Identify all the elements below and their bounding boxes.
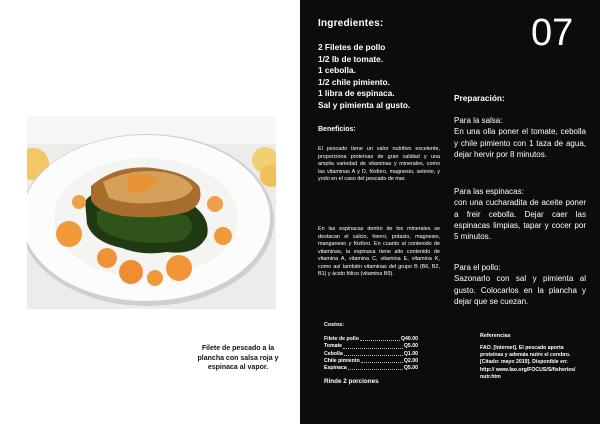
costs-table — [324, 336, 418, 372]
cost-price: Q5.00 — [403, 343, 418, 350]
ingredient-item: 1 cebolla. — [318, 65, 356, 75]
ingredients-title: Ingredientes: — [318, 18, 384, 29]
prep-salsa-text: En una olla poner el tomate, cebolla y chile pimiento con 1 taza de agua, dejar hervir por 8 minutos. — [454, 127, 586, 159]
cost-item: Filete de pollo — [324, 336, 359, 342]
prep-espinacas-title: Para las espinacas: — [454, 187, 524, 196]
cost-row — [324, 358, 418, 365]
references-text: FAO. [Internet]. El pescado aporta proteínas y además nutre el cerebro.[Citado: mayo 2019]. Disponible en: http:// www.fao.org/FOCUS/S/fisheries/ nutr.htm — [480, 345, 576, 380]
cost-item: Cebolla — [324, 350, 343, 357]
prep-pollo-title: Para el pollo: — [454, 263, 501, 272]
cost-price: Q2.00 — [403, 357, 418, 364]
prep-salsa-title: Para la salsa: — [454, 116, 503, 125]
cost-row — [324, 365, 418, 372]
ingredient-item: Sal y pimienta al gusto. — [318, 99, 411, 110]
benefits-paragraph: En las espinacas dentro de los minerales se destacan el calcio, hierro, potasio, magnesio, manganeso y fósforo. En cuanto al contenido de vitaminas, la espinaca tiene alto contenido de vitamina A, vitamina C, vitamina E, vitamina K, como así también vitaminas del grupo B (B6, B2, B1) y ácido fólico (vitamina B9). — [318, 226, 440, 277]
references-title: Referencias — [480, 333, 511, 339]
dish-photo — [27, 116, 276, 309]
cost-price: Q1.00 — [403, 350, 418, 357]
cost-price: Q40.00 — [400, 336, 418, 342]
benefits-title: Beneficios: — [318, 126, 356, 133]
ingredient-item: 1/2 chile pimiento. — [318, 76, 390, 87]
cost-item: Tomate — [324, 343, 343, 350]
prep-espinacas-text: con una cucharadita de aceite poner a freir cebolla. Dejar caer las espinacas limpias, tapar y cocer por 5 minutos. — [454, 198, 586, 242]
portions-note: Rinde 2 porciones — [324, 378, 379, 385]
right-page — [300, 0, 600, 424]
ingredients-list — [318, 42, 410, 111]
prep-espinacas — [454, 186, 586, 242]
cost-row — [324, 351, 418, 358]
dish-illustration — [27, 116, 276, 309]
page-number: 07 — [531, 12, 574, 54]
cost-item: Chile pimiento — [324, 357, 360, 364]
prep-pollo — [454, 262, 586, 307]
cost-row — [324, 336, 418, 343]
cost-price: Q5.00 — [403, 365, 418, 372]
cost-item: Espinaca — [324, 365, 347, 372]
prep-pollo-text: Sazonarlo con sal y pimienta al gusto. Colocarlos en la plancha y dejar que se cuezan. — [454, 274, 586, 306]
cost-row — [324, 343, 418, 350]
ingredient-item: 2 Filetes de pollo — [318, 42, 386, 52]
ingredient-item: 1 libra de espinaca. — [318, 88, 395, 98]
preparation-title: Preparación: — [454, 93, 505, 103]
benefits-paragraph: El pescado tiene un valor nutritivo excelente, proporciona proteínas de gran calidad y una amplia variedad de vitaminas y minerales, como las vitaminas A y D, fósforo, magnesio, selenio, y yodo en el caso del pescado de mar. — [318, 146, 440, 182]
ingredient-item: 1/2 lb de tomate. — [318, 53, 384, 64]
photo-caption: Filete de pescado a la plancha con salsa roja y espinaca al vapor. — [197, 345, 279, 371]
prep-salsa — [454, 115, 586, 160]
costs-title: Costos: — [324, 322, 345, 328]
